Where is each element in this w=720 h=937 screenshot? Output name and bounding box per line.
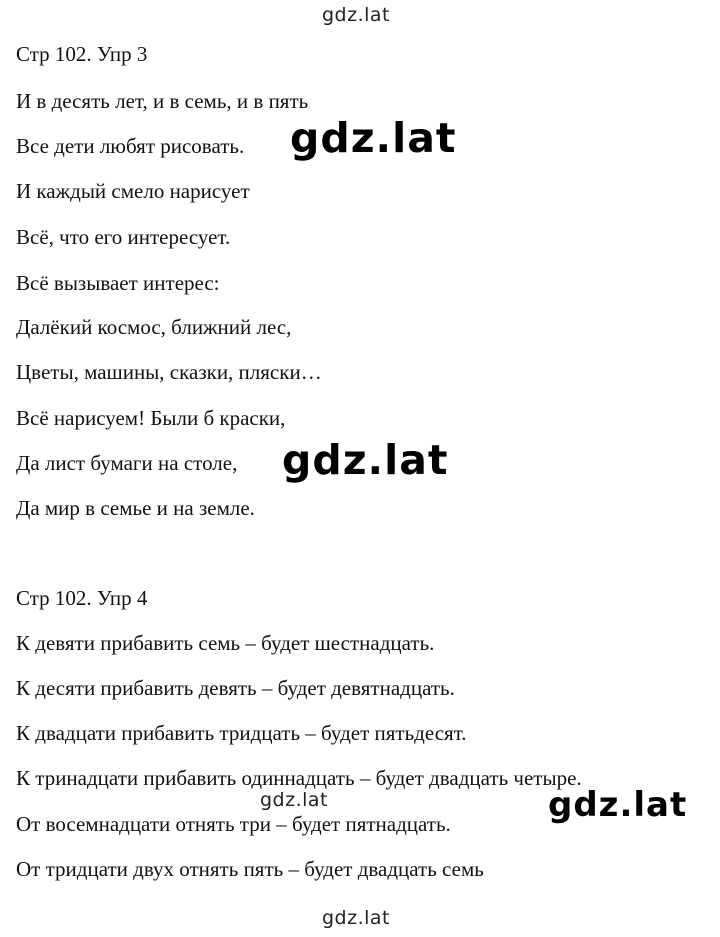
math-line: К десяти прибавить девять – будет девятнадцать. <box>16 676 455 700</box>
poem-line: Всё вызывает интерес: <box>16 271 220 295</box>
math-line: К двадцати прибавить тридцать – будет пятьдесят. <box>16 721 467 745</box>
poem-line: Да мир в семье и на земле. <box>16 496 255 520</box>
math-line: От тридцати двух отнять пять – будет двадцать семь <box>16 857 484 881</box>
section-1-heading: Стр 102. Упр 3 <box>16 42 148 66</box>
watermark-large-2: gdz.lat <box>282 436 449 484</box>
math-line: К девяти прибавить семь – будет шестнадцать. <box>16 631 435 655</box>
poem-line: Все дети любят рисовать. <box>16 134 245 158</box>
poem-line: И каждый смело нарисует <box>16 179 250 203</box>
poem-line: Цветы, машины, сказки, пляски… <box>16 360 322 384</box>
poem-line: Да лист бумаги на столе, <box>16 451 238 475</box>
watermark-top: gdz.lat <box>322 4 391 26</box>
poem-line: Всё, что его интересует. <box>16 225 231 249</box>
watermark-bottom: gdz.lat <box>322 907 391 929</box>
math-line: От восемнадцати отнять три – будет пятнадцать. <box>16 812 451 836</box>
watermark-small: gdz.lat <box>260 789 329 811</box>
math-line: К тринадцати прибавить одиннадцать – будет двадцать четыре. <box>16 766 582 790</box>
watermark-large-1: gdz.lat <box>290 114 457 162</box>
section-2-heading: Стр 102. Упр 4 <box>16 586 148 610</box>
watermark-large-3: gdz.lat <box>548 785 688 825</box>
poem-line: Всё нарисуем! Были б краски, <box>16 406 286 430</box>
poem-line: Далёкий космос, ближний лес, <box>16 315 292 339</box>
poem-line: И в десять лет, и в семь, и в пять <box>16 89 309 113</box>
